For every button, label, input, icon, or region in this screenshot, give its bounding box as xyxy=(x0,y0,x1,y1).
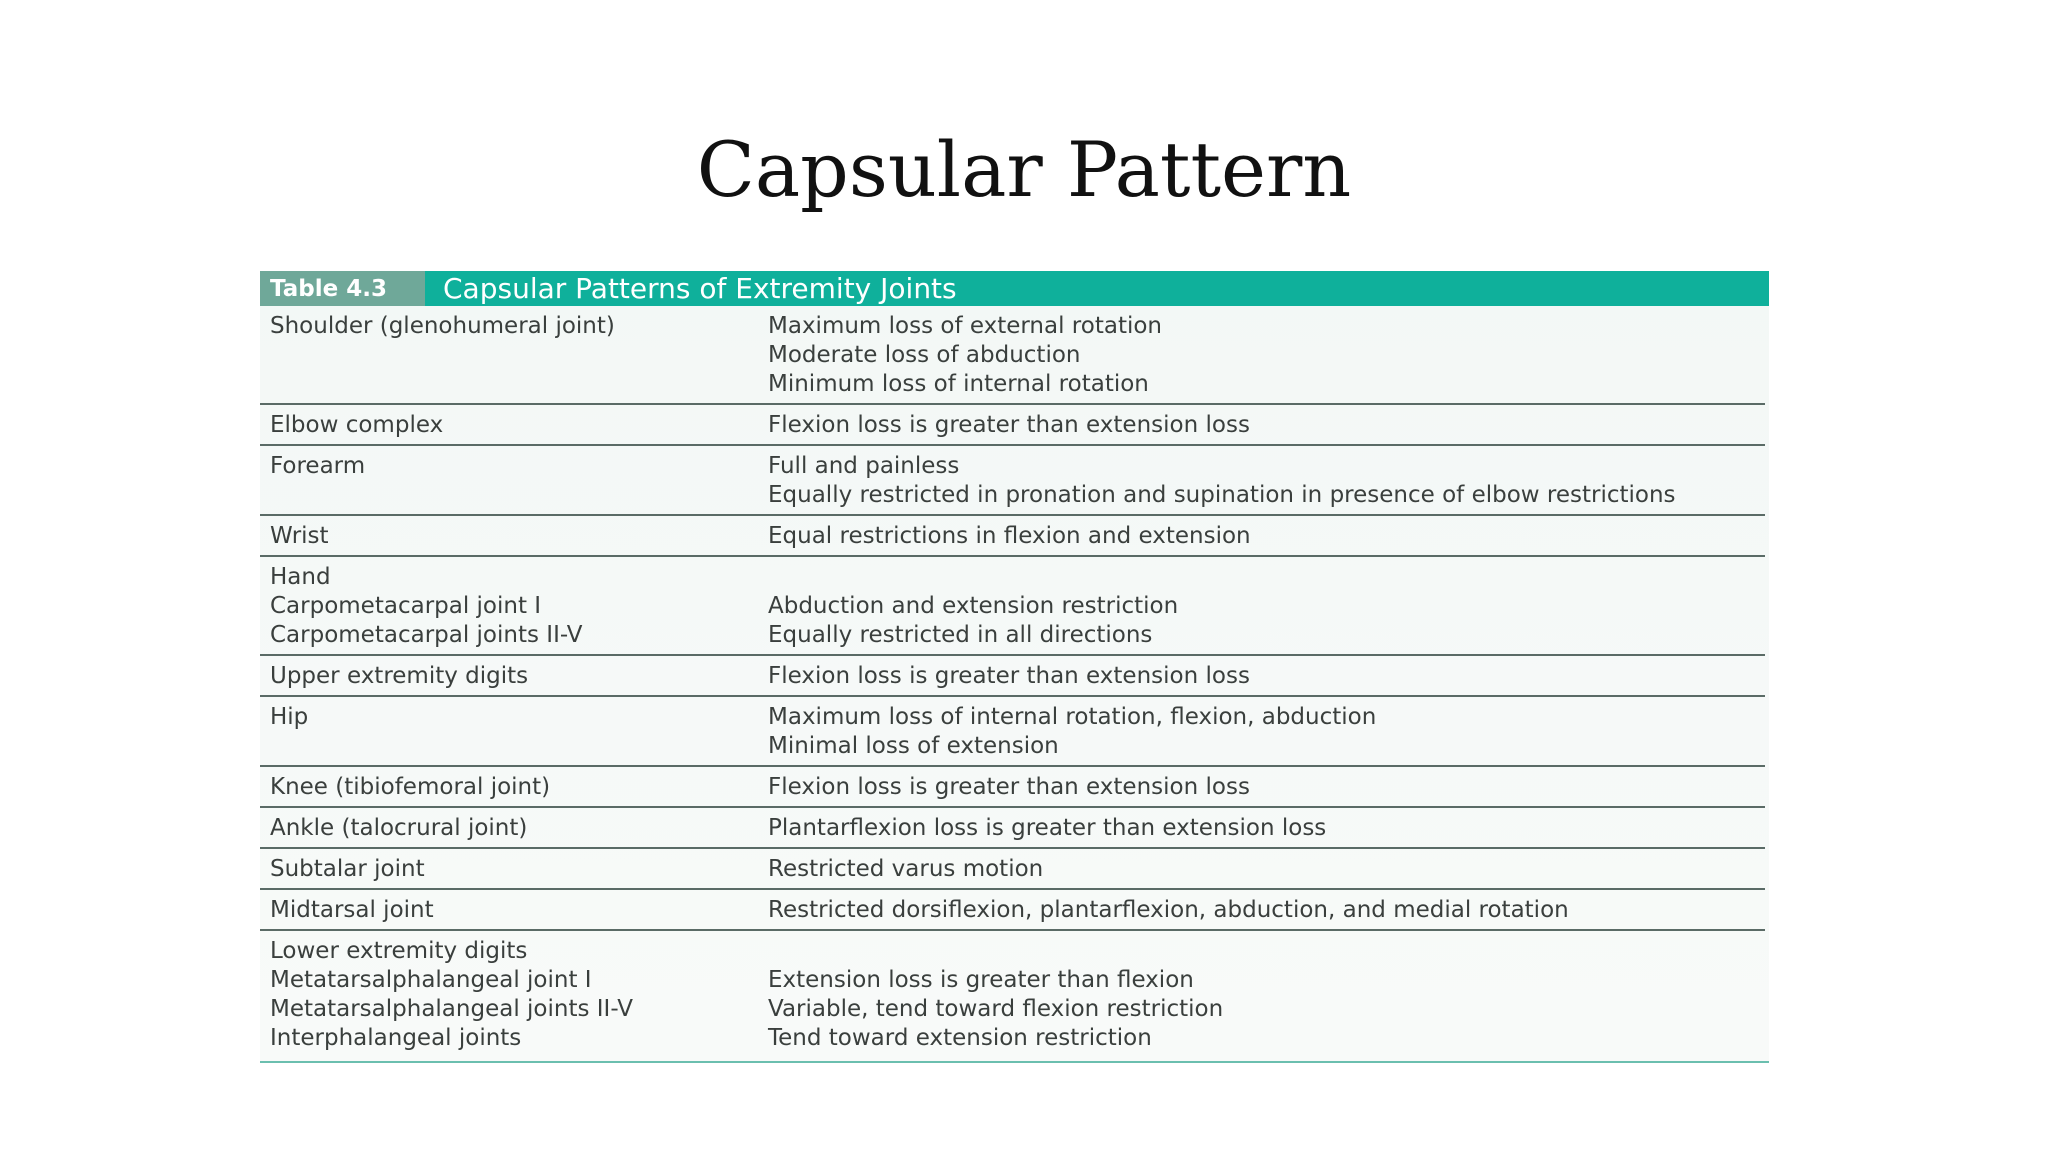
joint-name: Carpometacarpal joint I xyxy=(270,593,542,619)
joint-cell xyxy=(260,896,768,925)
table-row xyxy=(260,849,1765,890)
table-row xyxy=(260,306,1765,405)
table-row xyxy=(260,446,1765,516)
slide-title: Capsular Pattern xyxy=(696,125,1352,214)
table-header xyxy=(260,271,1769,306)
joint-name: Upper extremity digits xyxy=(270,663,529,689)
joint-cell xyxy=(260,703,768,761)
pattern-cell xyxy=(768,312,1765,399)
joint-cell xyxy=(260,773,768,802)
pattern-cell xyxy=(768,855,1765,884)
table-row xyxy=(260,516,1765,557)
joint-name: Elbow complex xyxy=(270,412,444,438)
capsular-pattern-table xyxy=(260,271,1769,1063)
pattern-description: Variable, tend toward flexion restriction xyxy=(768,996,1224,1022)
joint-name: Ankle (talocrural joint) xyxy=(270,815,528,841)
pattern-description: Equally restricted in all directions xyxy=(768,622,1153,648)
pattern-cell xyxy=(768,522,1765,551)
pattern-cell xyxy=(768,411,1765,440)
joint-name: Shoulder (glenohumeral joint) xyxy=(270,313,615,339)
joint-name: Midtarsal joint xyxy=(270,897,434,923)
pattern-description: Flexion loss is greater than extension loss xyxy=(768,663,1250,689)
pattern-description: Equal restrictions in flexion and extension xyxy=(768,523,1251,549)
pattern-description: Flexion loss is greater than extension loss xyxy=(768,412,1250,438)
table-body xyxy=(260,306,1769,1063)
pattern-description: Tend toward extension restriction xyxy=(768,1025,1152,1051)
joint-name: Hip xyxy=(270,704,309,730)
pattern-description: Plantarflexion loss is greater than extension loss xyxy=(768,815,1327,841)
joint-name: Knee (tibiofemoral joint) xyxy=(270,774,551,800)
pattern-description: Extension loss is greater than flexion xyxy=(768,967,1194,993)
table-row xyxy=(260,890,1765,931)
pattern-description: Maximum loss of internal rotation, flexion, abduction xyxy=(768,704,1377,730)
table-number: Table 4.3 xyxy=(260,271,425,306)
pattern-description xyxy=(768,563,1765,592)
joint-cell xyxy=(260,662,768,691)
pattern-description: Restricted dorsiflexion, plantarflexion, abduction, and medial rotation xyxy=(768,897,1569,923)
pattern-description: Flexion loss is greater than extension loss xyxy=(768,774,1250,800)
pattern-cell xyxy=(768,773,1765,802)
pattern-cell xyxy=(768,563,1765,650)
joint-name: Wrist xyxy=(270,523,329,549)
joint-cell xyxy=(260,937,768,1053)
pattern-description xyxy=(768,937,1765,966)
pattern-description: Maximum loss of external rotation xyxy=(768,313,1162,339)
joint-name: Hand xyxy=(270,564,331,590)
joint-name: Carpometacarpal joints II-V xyxy=(270,622,583,648)
pattern-cell xyxy=(768,937,1765,1053)
joint-cell xyxy=(260,452,768,510)
table-row xyxy=(260,557,1765,656)
joint-name: Forearm xyxy=(270,453,366,479)
pattern-description: Full and painless xyxy=(768,453,960,479)
table-row xyxy=(260,931,1765,1057)
pattern-description: Minimum loss of internal rotation xyxy=(768,371,1149,397)
joint-cell xyxy=(260,814,768,843)
table-caption: Capsular Patterns of Extremity Joints xyxy=(443,272,957,305)
joint-name: Lower extremity digits xyxy=(270,938,528,964)
table-row xyxy=(260,405,1765,446)
joint-name: Subtalar joint xyxy=(270,856,425,882)
joint-name: Metatarsalphalangeal joints II-V xyxy=(270,996,634,1022)
pattern-description: Minimal loss of extension xyxy=(768,733,1059,759)
pattern-cell xyxy=(768,703,1765,761)
pattern-description: Equally restricted in pronation and supination in presence of elbow restrictions xyxy=(768,482,1676,508)
table-row xyxy=(260,767,1765,808)
joint-cell xyxy=(260,312,768,399)
joint-cell xyxy=(260,563,768,650)
pattern-description: Moderate loss of abduction xyxy=(768,342,1081,368)
pattern-cell xyxy=(768,452,1765,510)
joint-cell xyxy=(260,411,768,440)
joint-name: Interphalangeal joints xyxy=(270,1025,522,1051)
pattern-description: Restricted varus motion xyxy=(768,856,1044,882)
pattern-cell xyxy=(768,662,1765,691)
joint-cell xyxy=(260,522,768,551)
table-row xyxy=(260,697,1765,767)
joint-name: Metatarsalphalangeal joint I xyxy=(270,967,592,993)
joint-cell xyxy=(260,855,768,884)
table-row xyxy=(260,808,1765,849)
pattern-cell xyxy=(768,814,1765,843)
table-row xyxy=(260,656,1765,697)
pattern-cell xyxy=(768,896,1765,925)
pattern-description: Abduction and extension restriction xyxy=(768,593,1179,619)
